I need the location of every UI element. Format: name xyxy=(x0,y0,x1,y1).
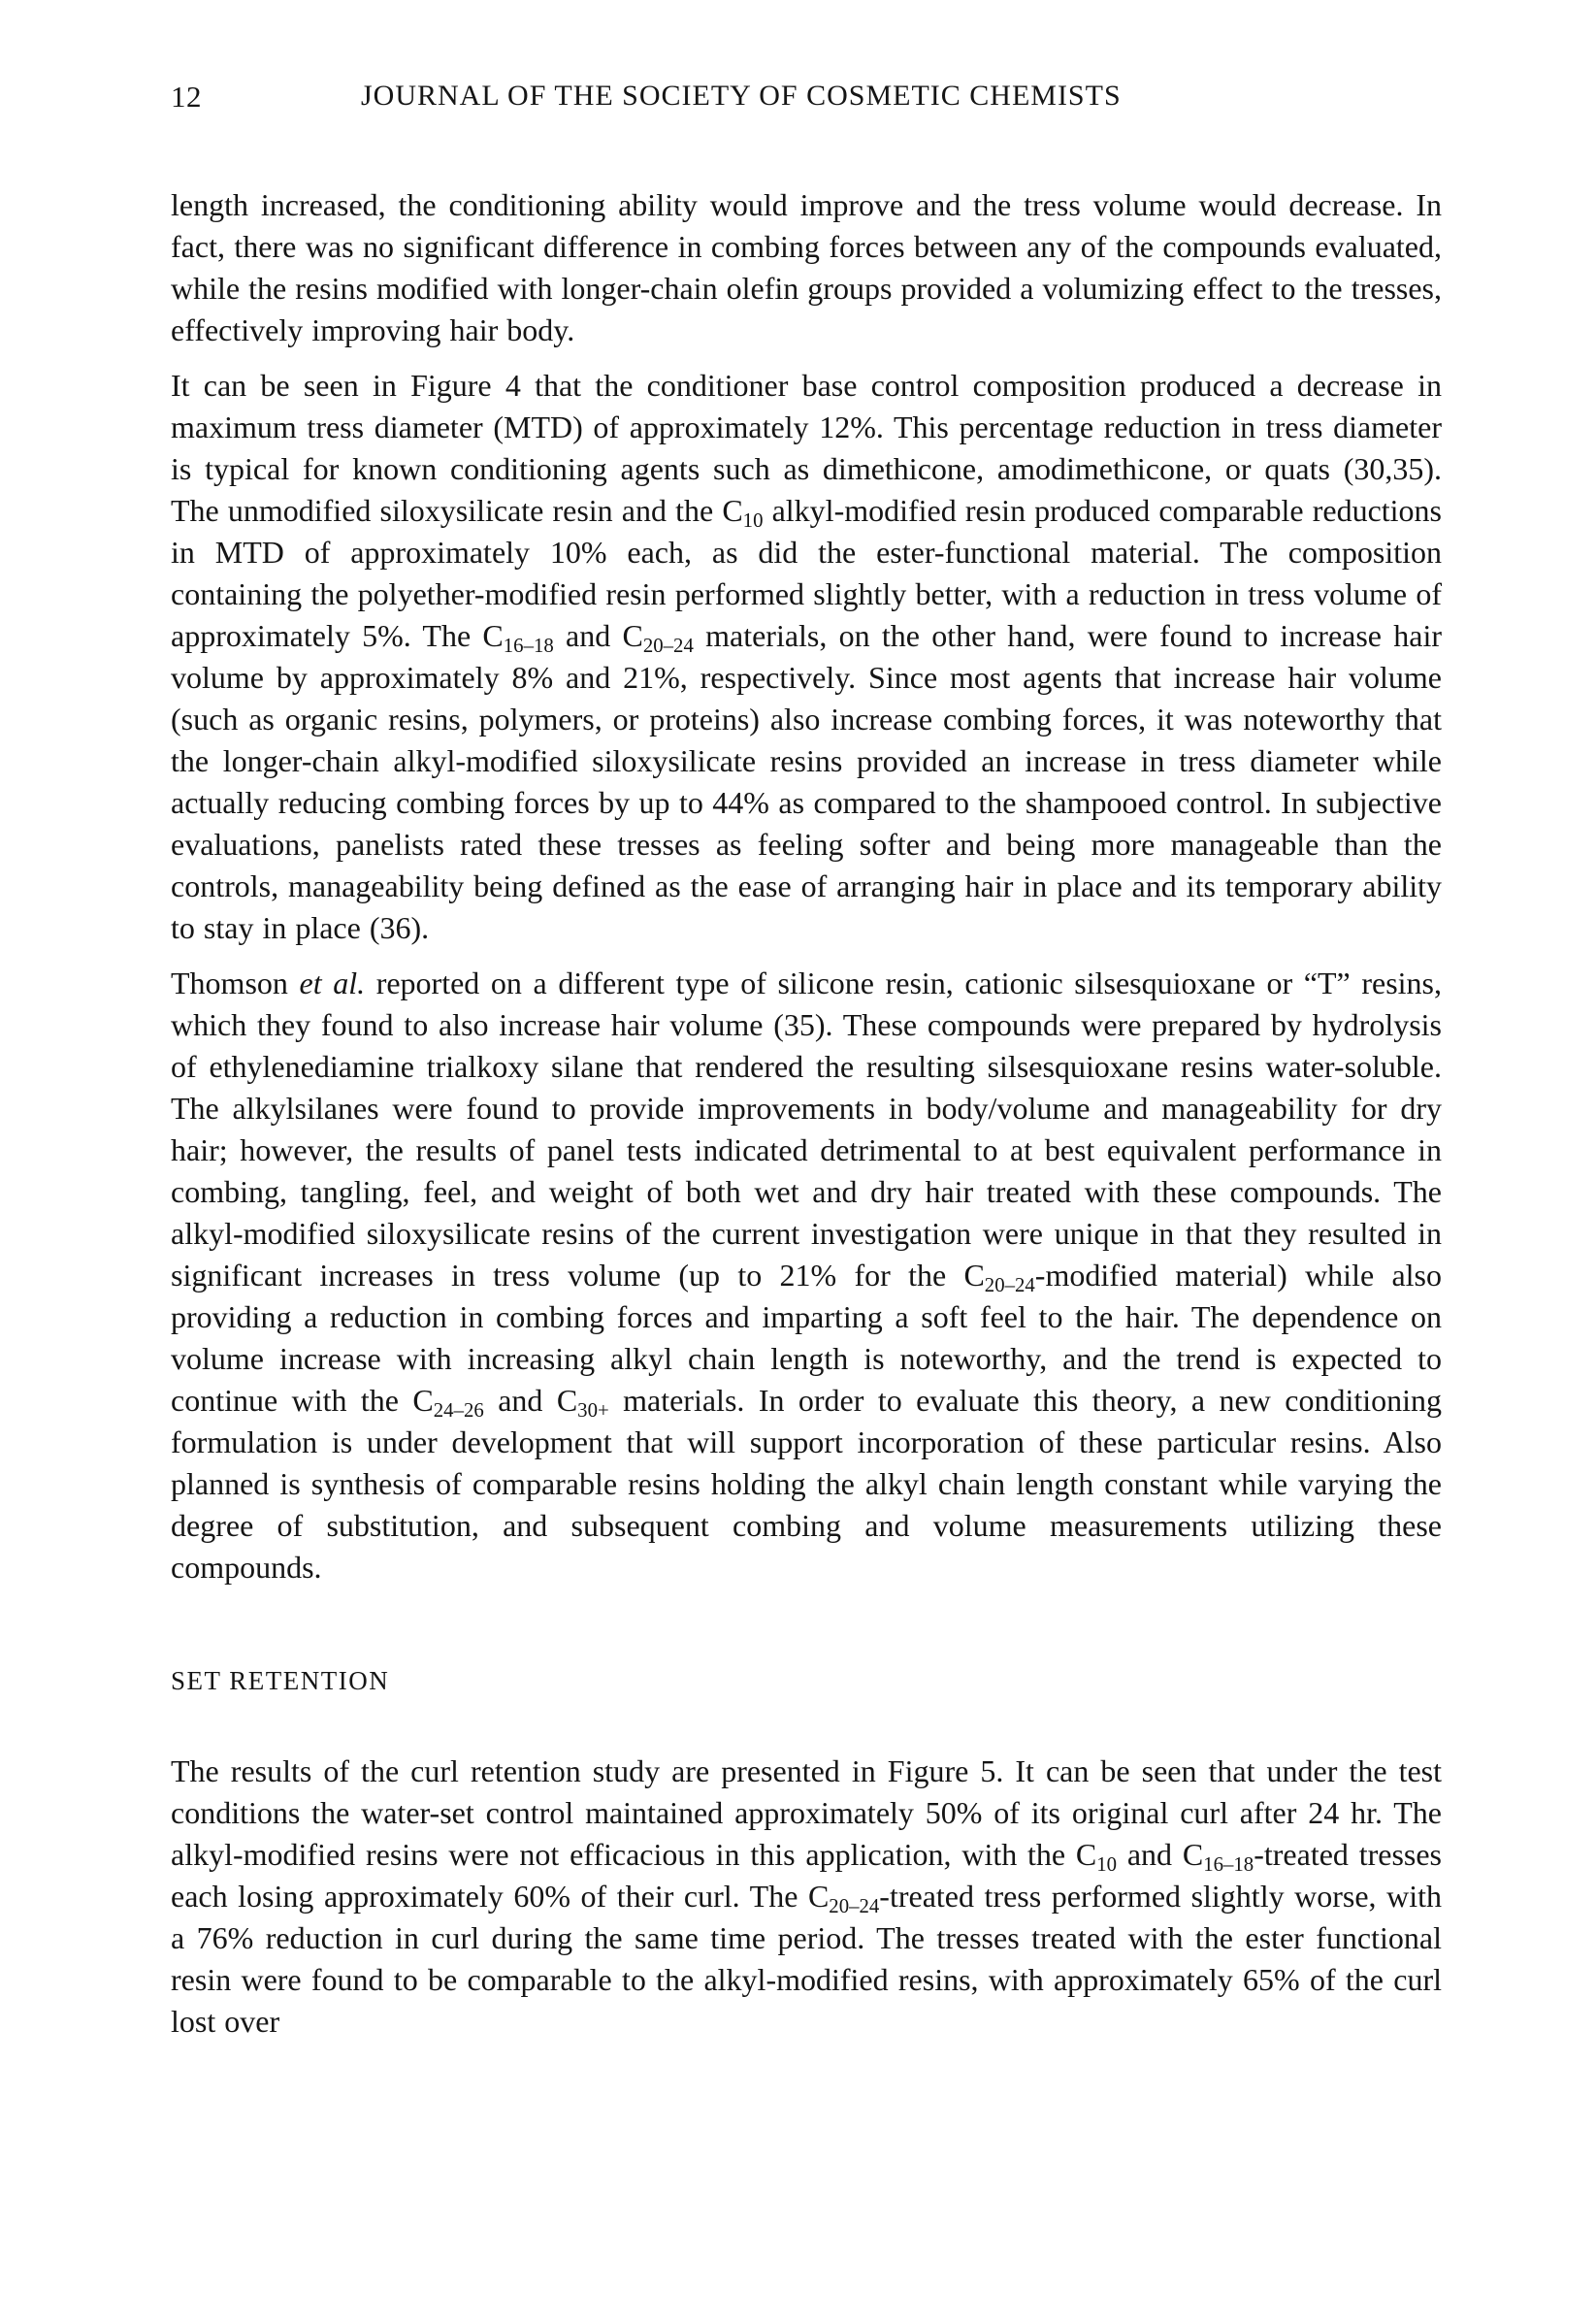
page-header xyxy=(0,80,1596,118)
paragraph-conditioning-volume: length increased, the conditioning ability would improve and the tress volume would decrease. In fact, there was no significant difference in combing forces between any of the compounds evaluated, while the resins modified with longer-chain olefin groups provided a volumizing effect to the tresses, effectively improving hair body. xyxy=(171,187,1442,347)
page-number: 12 xyxy=(171,80,202,114)
article-text xyxy=(171,184,1442,2043)
paragraph-curl-retention: The results of the curl retention study are presented in Figure 5. It can be seen that under the test conditions the water-set control maintained approximately 50% of its original curl after 24 hr. The alkyl-modified resins were not efficacious in this application, with the $C_{10}$ and $C_{16-18}$-treated tresses each losing approximately 60% of their curl. The $C_{20-24}$-treated tress performed slightly worse, with a 76% reduction in curl during the same time period. The tresses treated with the ester functional resin were found to be comparable to the alkyl-modified resins, with approximately 65% of the curl lost over xyxy=(171,1753,1443,2039)
section-heading-set-retention: SET RETENTION xyxy=(171,1666,390,1695)
paragraph-figure4-mtd-results: It can be seen in Figure 4 that the conditioner base control composition produced a decrease in maximum tress diameter (MTD) of approximately 12%. This percentage reduction in tress diameter is typical for known conditioning agents such as dimethicone, amodimethicone, or quats (30,35). The unmodified siloxysilicate resin and the $C_{10}$ alkyl-modified resin produced comparable reductions in MTD of approximately 10% each, as did the ester-functional material. The composition containing the polyether-modified resin performed slightly better, with a reduction in tress volume of approximately 5%. The $C_{16-18}$ and $C_{20-24}$ materials, on the other hand, were found to increase hair volume by approximately 8% and 21%, respectively. Since most agents that increase hair volume (such as organic resins, polymers, or proteins) also increase combing forces, it was noteworthy that the longer-chain alkyl-modified siloxysilicate resins provided an increase in tress diameter while actually reducing combing forces by up to 44% as compared to the shampooed control. In subjective evaluations, panelists rated these tresses as feeling softer and being more manageable than the controls, manageability being defined as the ease of arranging hair in place and its temporary ability to stay in place (36). xyxy=(171,368,1443,945)
running-title: JOURNAL OF THE SOCIETY OF COSMETIC CHEMISTS xyxy=(361,80,1122,112)
paragraph-thomson-t-resins: Thomson et al. reported on a different type of silicone resin, cationic silsesquioxane or “T” resins, which they found to also increase hair volume (35). These compounds were prepared by hydrolysis of ethylenediamine trialkoxy silane that rendered the resulting silsesquioxane resins water-soluble. The alkylsilanes were found to provide improvements in body/volume and manageability for dry hair; however, the results of panel tests indicated detrimental to at best equivalent performance in combing, tangling, feel, and weight of both wet and dry hair treated with these compounds. The alkyl-modified siloxysilicate resins of the current investigation were unique in that they resulted in significant increases in tress volume (up to 21% for the $C_{20-24}$-modified material) while also providing a reduction in combing forces and imparting a soft feel to the hair. The dependence on volume increase with increasing alkyl chain length is noteworthy, and the trend is expected to continue with the $C_{24-26}$ and $C_{30+}$ materials. In order to evaluate this theory, a new conditioning formulation is under development that will support incorporation of these particular resins. Also planned is synthesis of comparable resins holding the alkyl chain length constant while varying the degree of substitution, and subsequent combing and volume measurements utilizing these compounds. xyxy=(171,966,1443,1585)
